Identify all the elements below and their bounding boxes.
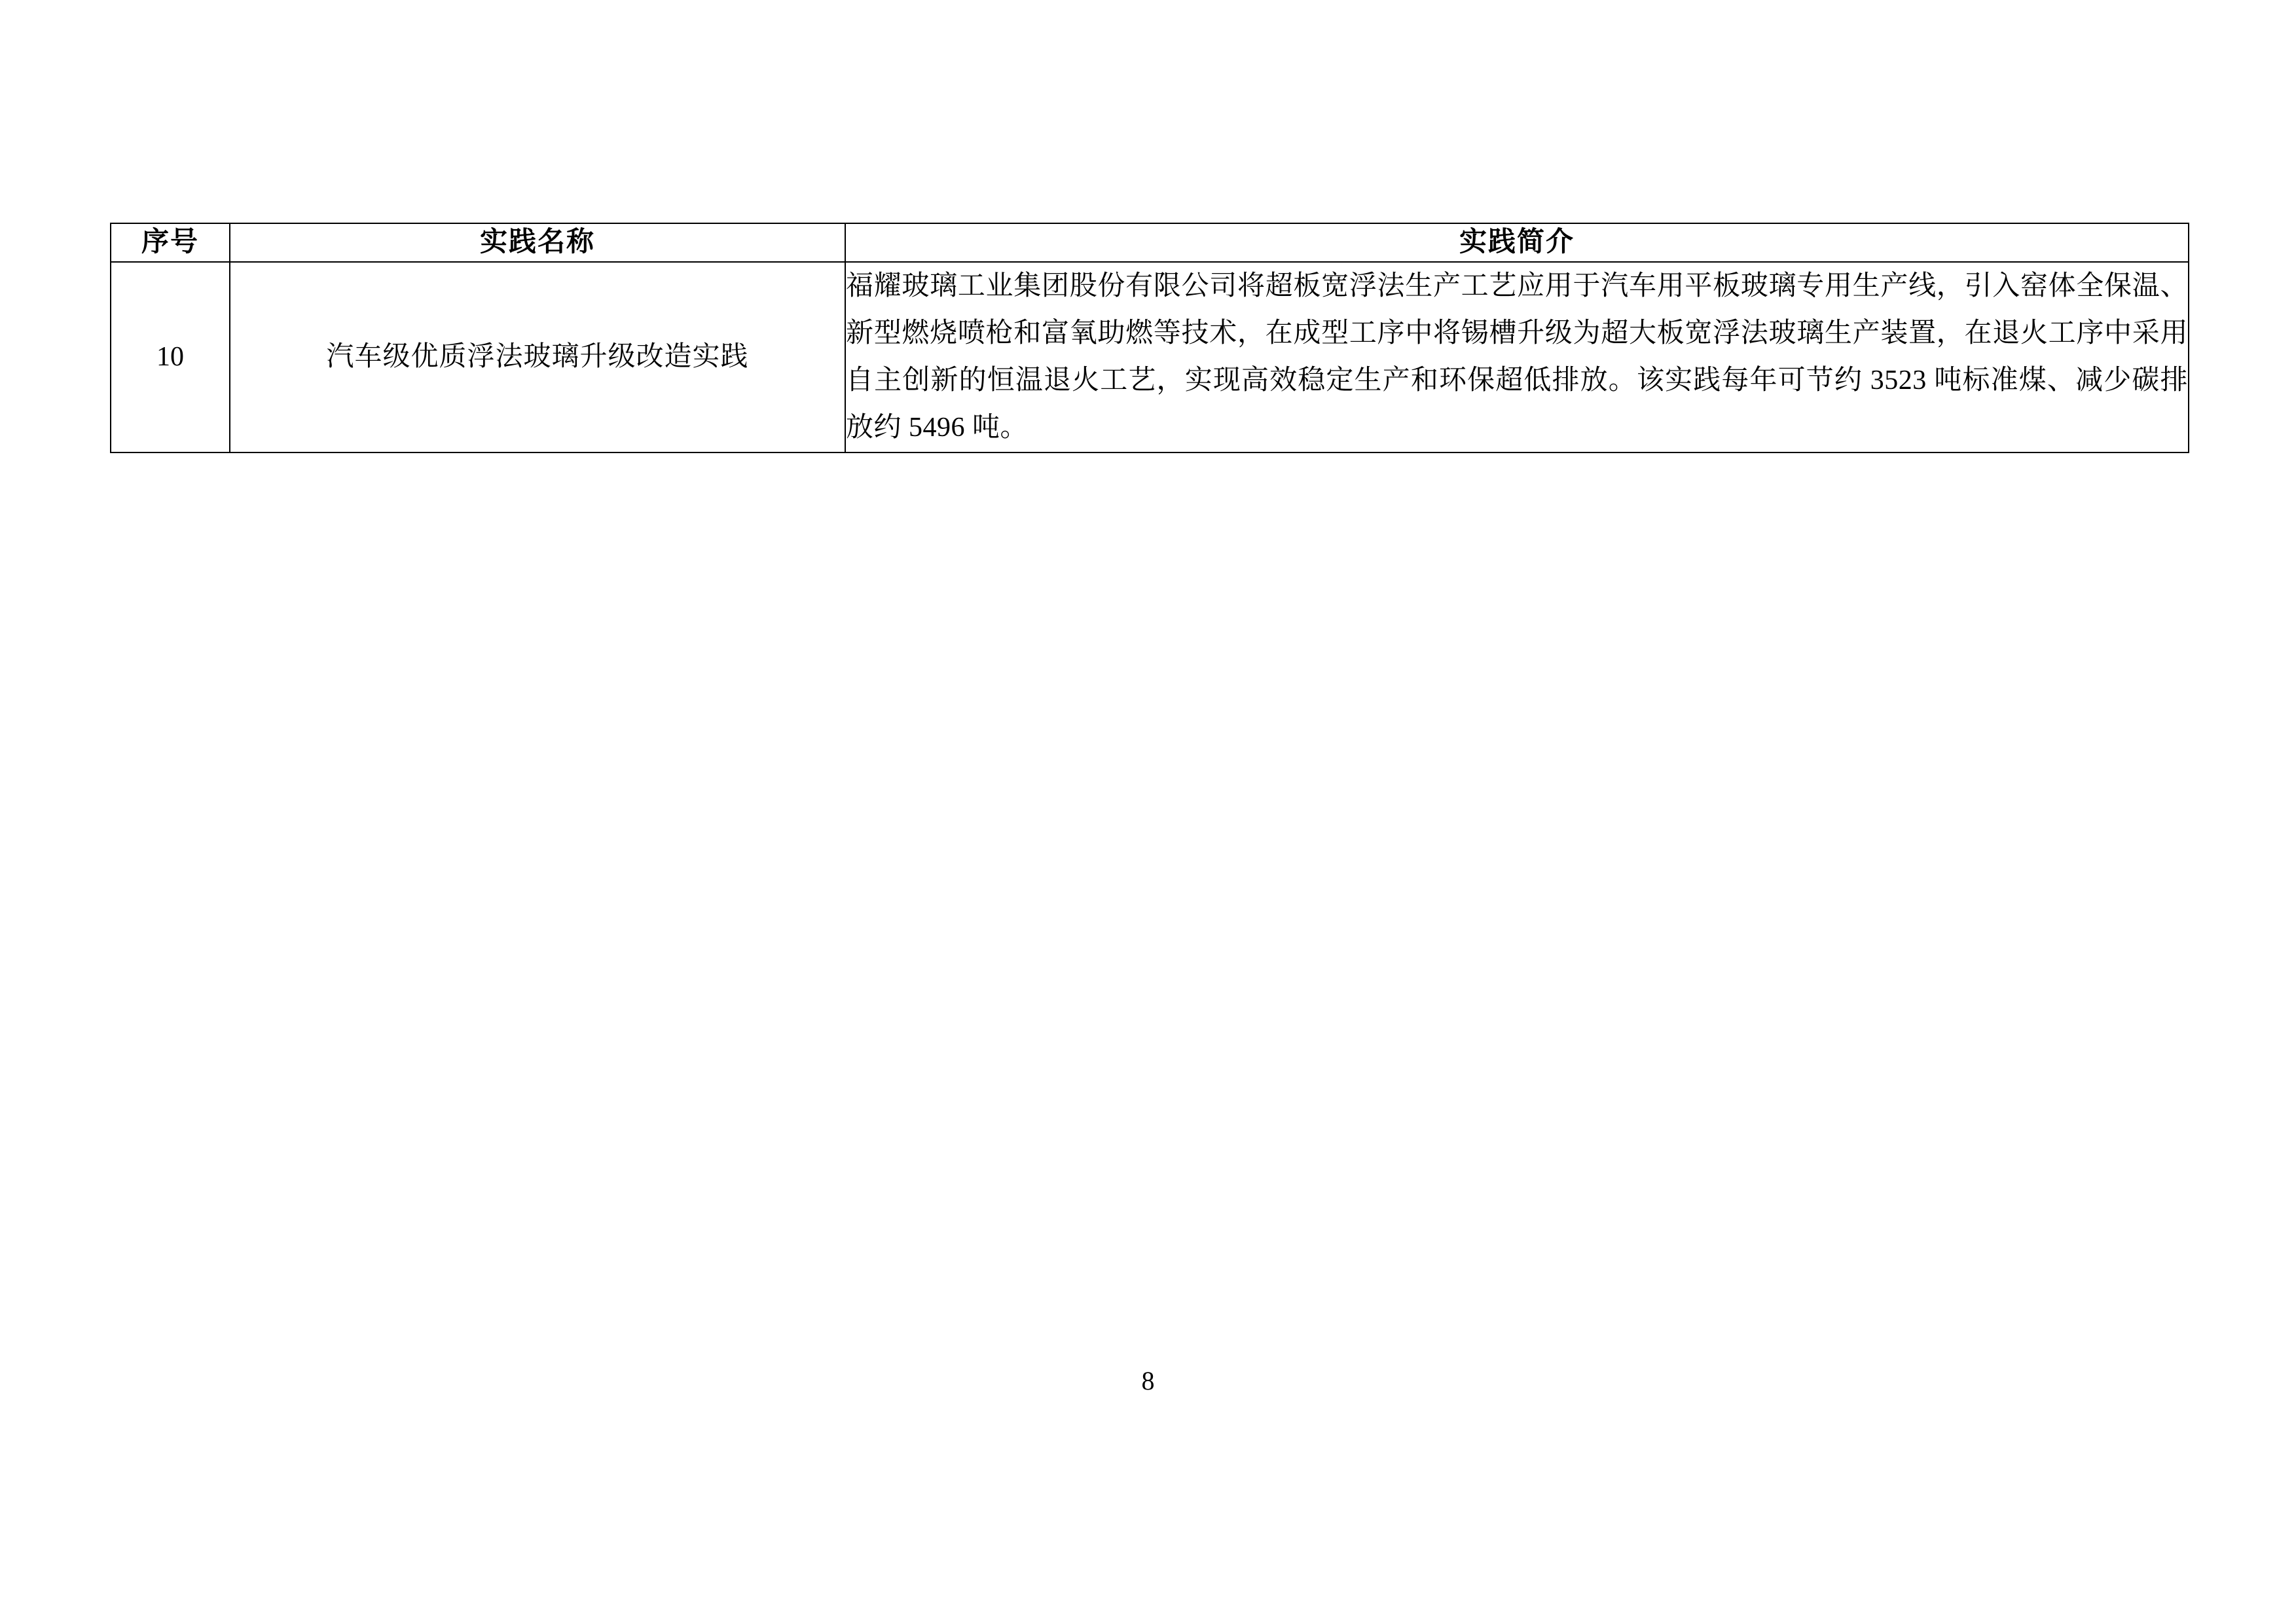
cell-sequence-number: 10 bbox=[111, 262, 230, 452]
column-header-no: 序号 bbox=[111, 223, 230, 262]
page-number: 8 bbox=[1141, 1366, 1155, 1395]
column-header-name: 实践名称 bbox=[230, 223, 845, 262]
table-row bbox=[111, 262, 2189, 452]
table-header-row bbox=[111, 223, 2189, 262]
cell-practice-name: 汽车级优质浮法玻璃升级改造实践 bbox=[230, 262, 845, 452]
column-header-desc: 实践简介 bbox=[845, 223, 2189, 262]
cell-practice-description: 福耀玻璃工业集团股份有限公司将超板宽浮法生产工艺应用于汽车用平板玻璃专用生产线，引入窑体全保温、新型燃烧喷枪和富氧助燃等技术，在成型工序中将锡槽升级为超大板宽浮法玻璃生产装置，在退火工序中采用自主创新的恒温退火工艺，实现高效稳定生产和环保超低排放。该实践每年可节约 3523 吨标准煤、减少碳排放约 5496 吨。 bbox=[845, 262, 2189, 452]
practices-table bbox=[110, 223, 2189, 453]
